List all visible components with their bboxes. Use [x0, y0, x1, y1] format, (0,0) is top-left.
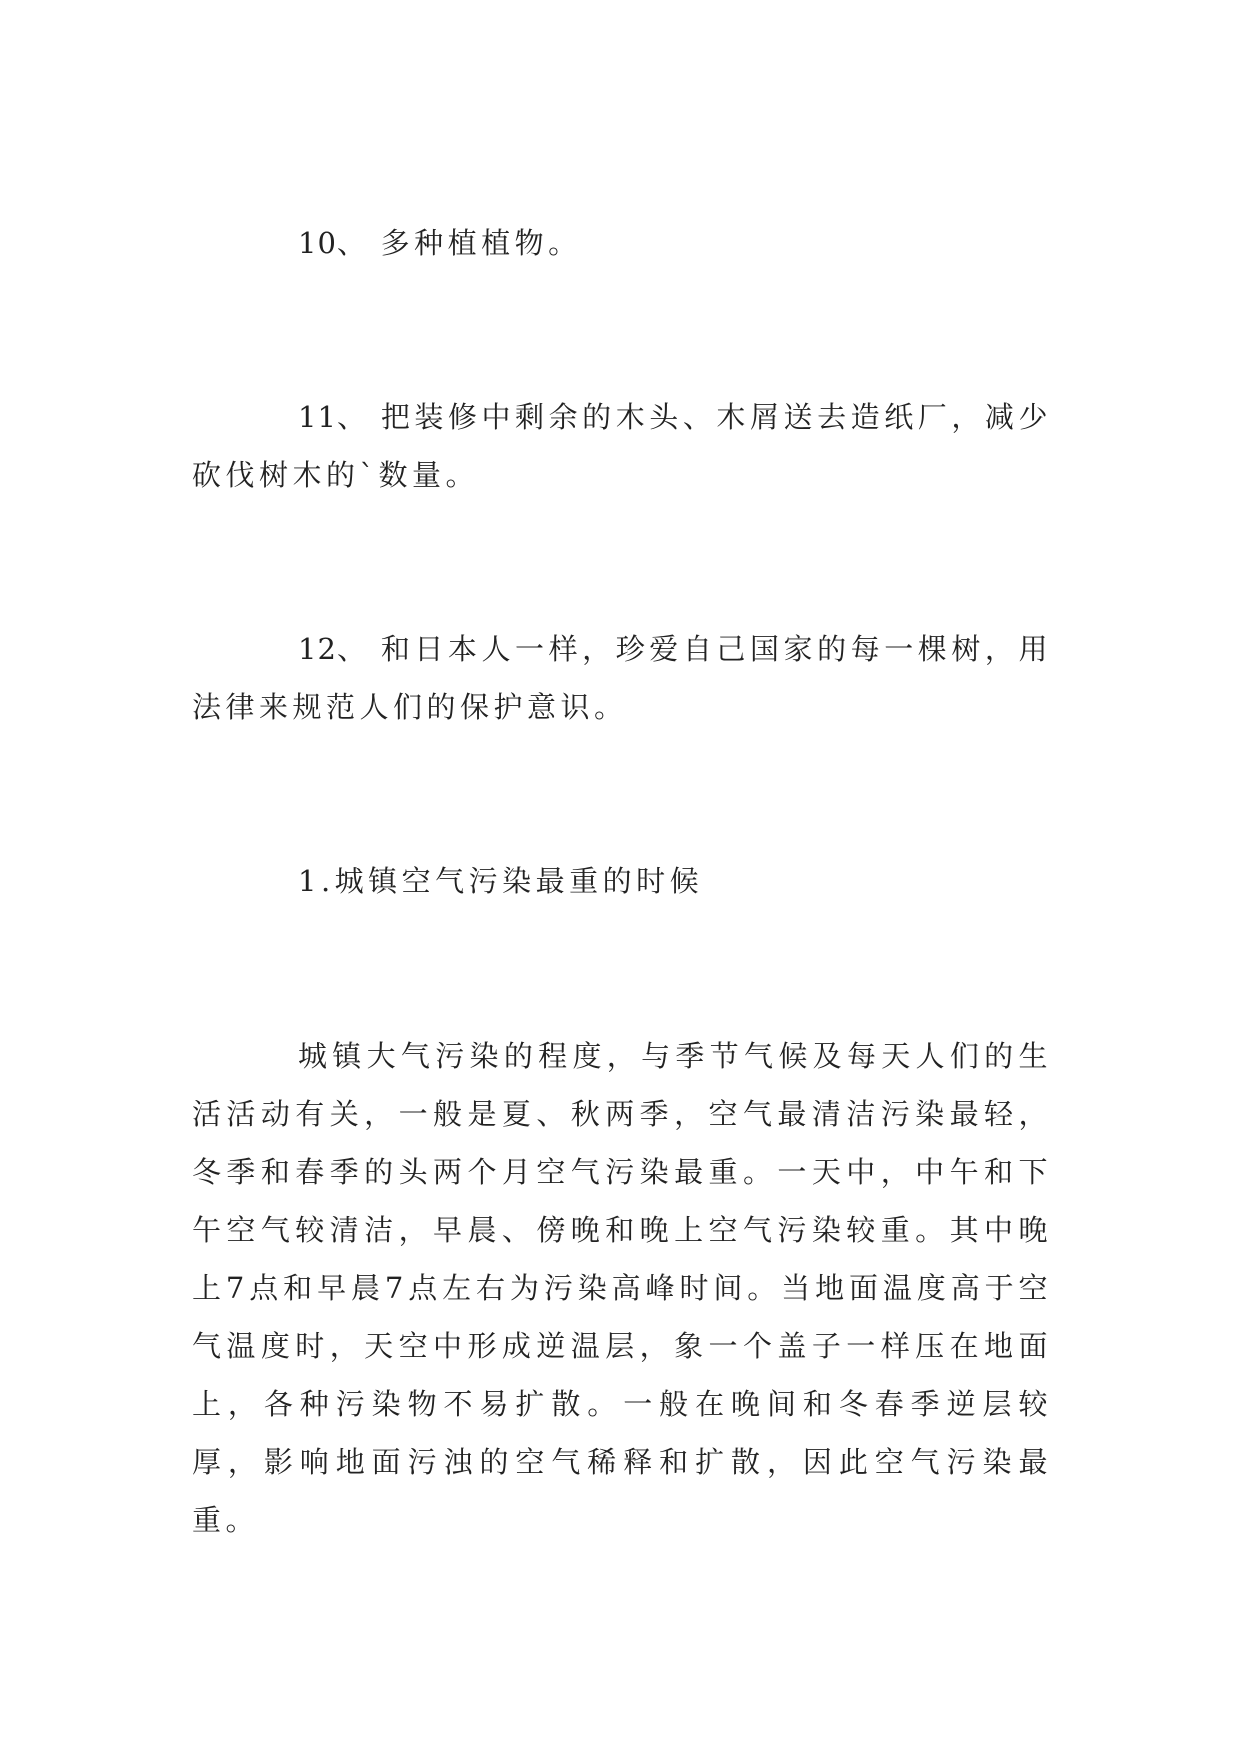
list-item-text: 和日本人一样，珍爱自己国家的每一棵树，用法律来规范人们的保护意识。 [192, 632, 1052, 724]
list-item-number: 10、 [298, 226, 367, 260]
list-item-text: 把装修中剩余的木头、木屑送去造纸厂，减少砍伐树木的`数量。 [192, 400, 1052, 492]
section-body-paragraph: 城镇大气污染的程度，与季节气候及每天人们的生活活动有关，一般是夏、秋两季，空气最清洁污染最轻，冬季和春季的头两个月空气污染最重。一天中，中午和下午空气较清洁，早晨、傍晚和晚上空气污染较重。其中晚上7点和早晨7点左右为污染高峰时间。当地面温度高于空气温度时，天空中形成逆温层，象一个盖子一样压在地面上，各种污染物不易扩散。一般在晚间和冬春季逆层较厚，影响地面污浊的空气稀释和扩散，因此空气污染最重。 [192, 1039, 1052, 1537]
list-item-number: 11、 [298, 400, 368, 434]
list-item-12 [192, 620, 1052, 736]
list-item-text: 多种植植物。 [380, 226, 582, 260]
list-item-number: 12、 [298, 632, 368, 666]
list-item-10 [192, 214, 1052, 272]
section-heading: 1.城镇空气污染最重的时候 [298, 864, 704, 898]
list-item-11 [192, 388, 1052, 504]
